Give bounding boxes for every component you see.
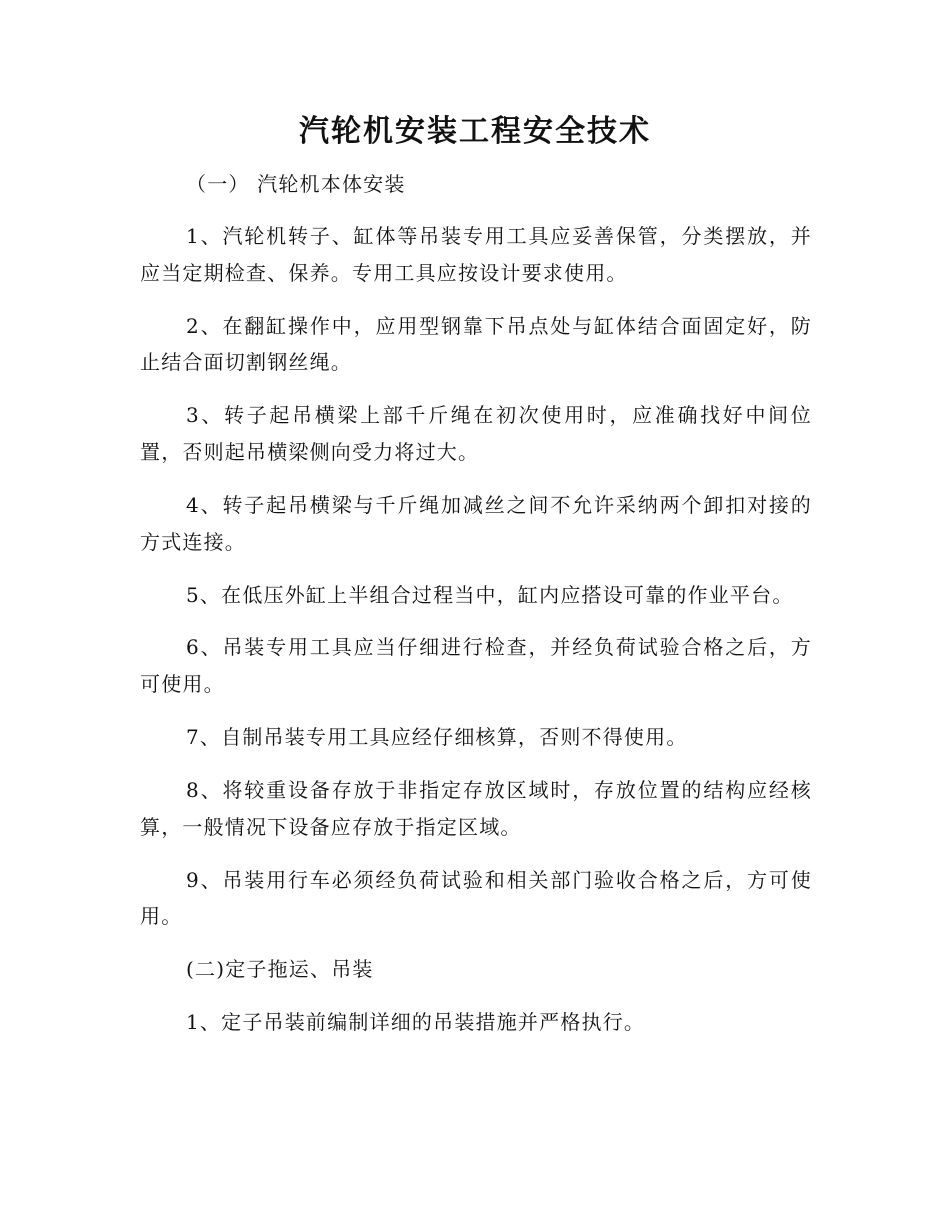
- document-title: 汽轮机安装工程安全技术: [299, 114, 651, 149]
- paragraph-9-line-2: 用。: [140, 904, 183, 928]
- paragraph-10-line-1: 1、定子吊装前编制详细的吊装措施并严格执行。: [186, 1010, 646, 1034]
- paragraph-8-line-1: 8、将较重设备存放于非指定存放区域时，存放位置的结构应经核: [186, 778, 812, 802]
- paragraph-1-line-2: 应当定期检查、保养。专用工具应按设计要求使用。: [140, 261, 628, 285]
- paragraph-2-line-1: 2、在翻缸操作中，应用型钢靠下吊点处与缸体结合面固定好，防: [186, 314, 812, 338]
- paragraph-4-line-1: 4、转子起吊横梁与千斤绳加减丝之间不允许采纳两个卸扣对接的: [186, 493, 812, 517]
- paragraph-3-line-1: 3、转子起吊横梁上部千斤绳在初次使用时，应准确找好中间位: [186, 403, 812, 427]
- paragraph-2-line-2: 止结合面切割钢丝绳。: [140, 350, 352, 374]
- section-heading-1: （一） 汽轮机本体安装: [186, 172, 406, 196]
- paragraph-3-line-2: 置，否则起吊横梁侧向受力将过大。: [140, 440, 480, 464]
- paragraph-4-line-2: 方式连接。: [140, 530, 246, 554]
- paragraph-6-line-1: 6、吊装专用工具应当仔细进行检查，并经负荷试验合格之后，方: [186, 635, 812, 659]
- section-heading-2: (二)定子拖运、吊装: [186, 957, 374, 981]
- paragraph-6-line-2: 可使用。: [140, 672, 225, 696]
- paragraph-5-line-1: 5、在低压外缸上半组合过程当中，缸内应搭设可靠的作业平台。: [186, 583, 794, 607]
- paragraph-8-line-2: 算，一般情况下设备应存放于指定区域。: [140, 815, 522, 839]
- paragraph-1-line-1: 1、汽轮机转子、缸体等吊装专用工具应妥善保管，分类摆放，并: [186, 224, 812, 248]
- paragraph-7-line-1: 7、自制吊装专用工具应经仔细核算，否则不得使用。: [186, 725, 688, 749]
- paragraph-9-line-1: 9、吊装用行车必须经负荷试验和相关部门验收合格之后，方可使: [186, 868, 812, 892]
